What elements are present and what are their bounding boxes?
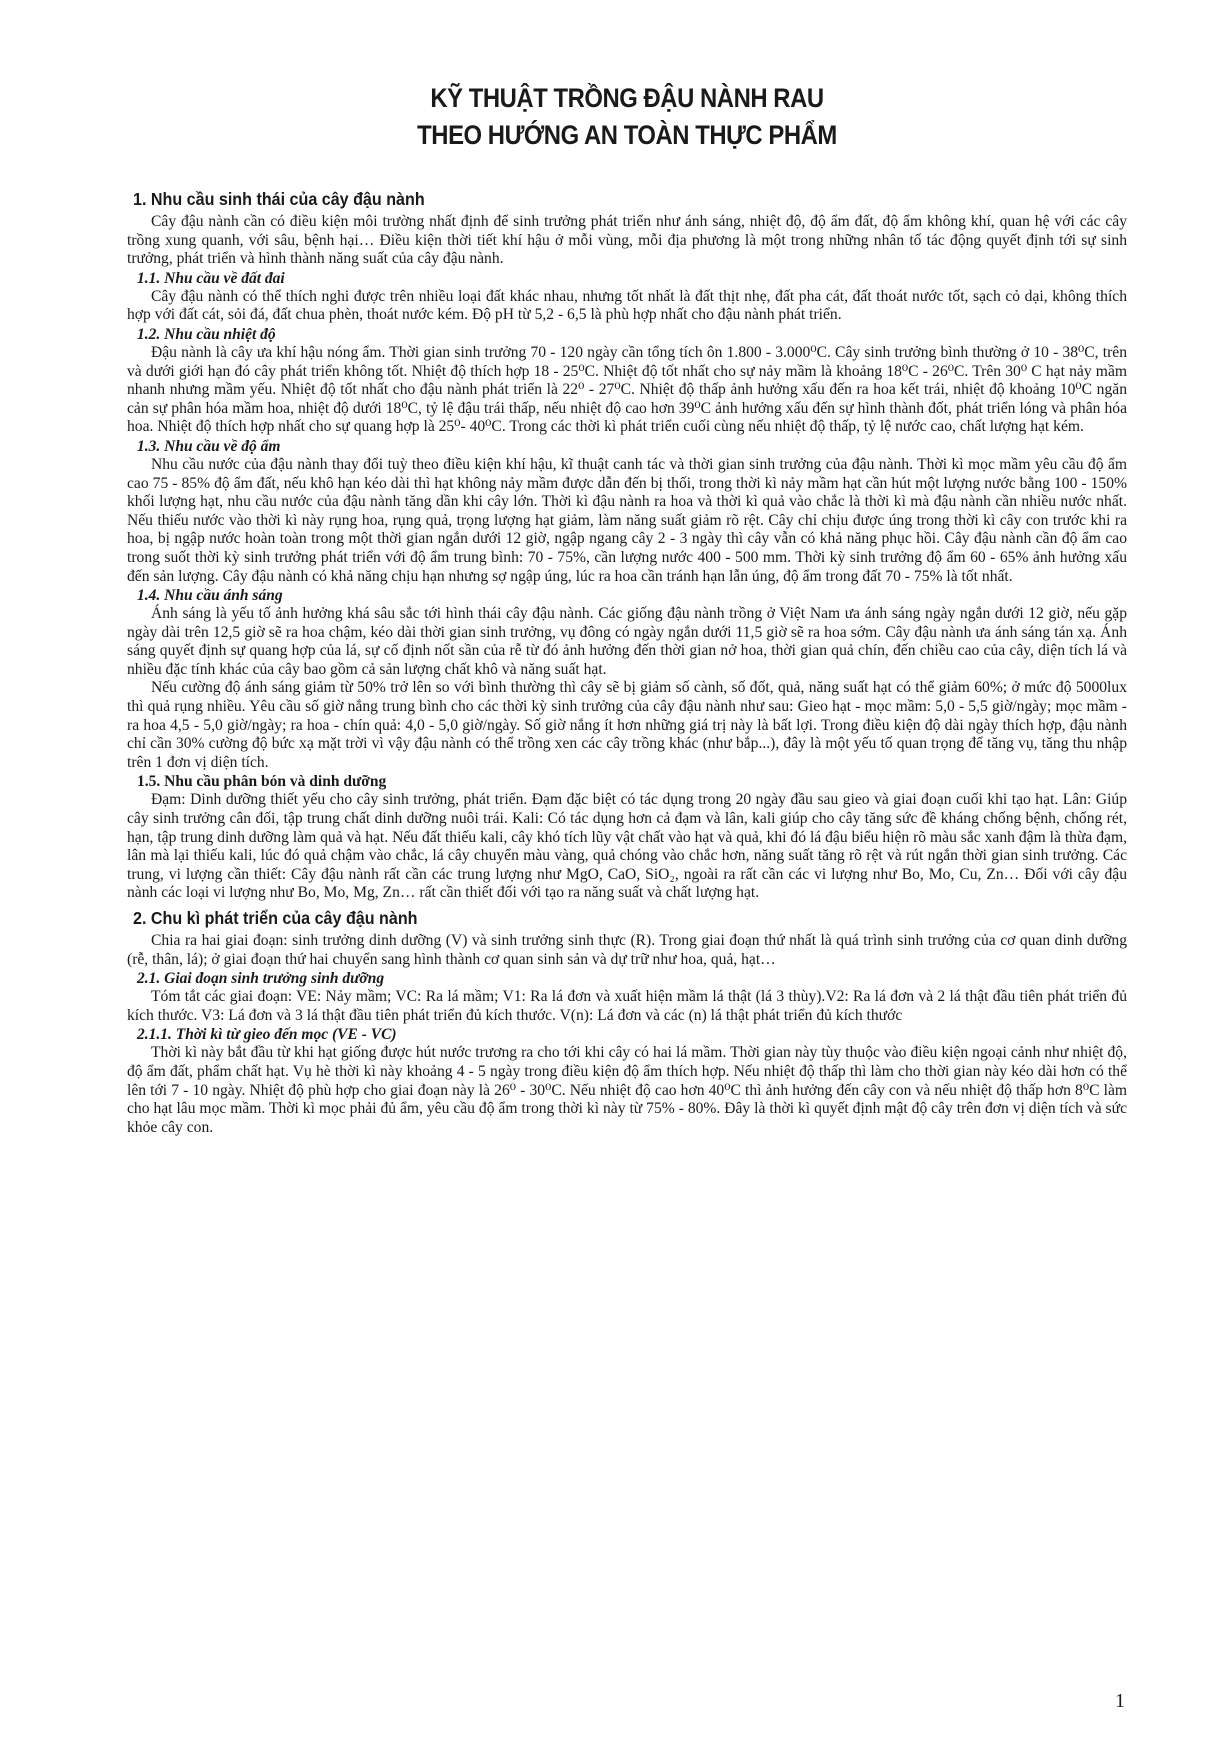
section-2-intro: Chia ra hai giai đoạn: sinh trưởng dinh dưỡng (V) và sinh trưởng sinh thực (R). Trong giai đoạn thứ nhất là quá trình sinh trưởng của cơ quan dinh dưỡng (rễ, thân, lá); ở giai đoạn thứ hai chuyển sang hình thành cơ quan sinh sản và dự trữ như hoa, quả, hạt… — [127, 932, 1127, 968]
subsection-1-2-text: Đậu nành là cây ưa khí hậu nóng ẩm. Thời gian sinh trưởng 70 - 120 ngày cần tổng tích ôn 1.800 - 3.000⁰C. Cây sinh trưởng bình thường ở 10 - 38⁰C, trên và dưới giới hạn đó cây phát triển không tốt. Nhiệt độ thích hợp 18 - 25⁰C. Nhiệt độ tốt nhất cho sự nảy mầm là khoảng 18⁰C - 26⁰C. Trên 30⁰ C hạt nảy mầm nhanh nhưng mầm yếu. Nhiệt độ tốt nhất cho đậu nành phát triển là 22⁰ - 27⁰C. Nhiệt độ thấp ảnh hưởng xấu đến ra hoa kết trái, nhiệt độ khoảng 10⁰C ngăn cản sự phân hóa mầm hoa, nhiệt độ dưới 18⁰C, tỷ lệ đậu trái thấp, nếu nhiệt độ cao hơn 39⁰C ảnh hưởng xấu đến sự hình thành đốt, phát triển lóng và phân hóa hoa. Nhiệt độ thích hợp nhất cho sự quang hợp là 25⁰- 40⁰C. Trong các thời kì phát triển cuối cùng nếu nhiệt độ thấp, tỷ lệ nước cao, chất lượng hạt kém. — [127, 343, 1127, 436]
subsection-2-1-1-text: Thời kì này bắt đầu từ khi hạt giống được hút nước trương ra cho tới khi cây có hai lá mầm. Thời gian này tùy thuộc vào điều kiện ngoại cảnh như nhiệt độ, độ ẩm đất, phẩm chất hạt. Vụ hè thời kì này khoảng 4 - 5 ngày trong điều kiện độ ẩm thích hợp. Nếu nhiệt độ thấp thì làm cho thời gian này kéo dài hơn có thể lên tới 7 - 10 ngày. Nhiệt độ phù hợp cho giai đoạn này là 26⁰ - 30⁰C. Nếu nhiệt độ cao hơn 40⁰C thì ảnh hưởng đến cây con và nếu nhiệt độ thấp hơn 8⁰C làm cho hạt lâu mọc mầm. Thời kì mọc phải đủ ẩm, yêu cầu độ ẩm trong thời kì này từ 75% - 80%. Đây là thời kì quyết định mật độ cây trên đơn vị diện tích và sức khỏe cây con. — [127, 1044, 1127, 1136]
subsection-1-1-heading: 1.1. Nhu cầu về đất đai — [137, 269, 285, 287]
title-line-1: KỸ THUẬT TRỒNG ĐẬU NÀNH RAU — [430, 83, 824, 113]
subsection-1-5-text: Đạm: Dinh dưỡng thiết yếu cho cây sinh trưởng, phát triển. Đạm đặc biệt có tác dụng trong 20 ngày đầu sau gieo và giai đoạn cuối khi tạo hạt. Lân: Giúp cây sinh trưởng cân đối, tập trung chất dinh dưỡng nuôi trái. Kali: Có tác dụng hơn cả đạm và lân, kali giúp cho cây tăng sức đề kháng chống bệnh, chống rét, hạn, tập trung dinh dưỡng làm quả và hạt. Nếu đất thiếu kali, cây khó tích lũy vật chất vào hạt và quả, khi đó lá đậu biểu hiện rõ màu sắc xanh đậm là thừa đạm, lân mà lại thiếu kali, lúc đó quả chậm vào chắc, lá cây chuyển màu vàng, quả chóng vào chắc hơn, năng suất tăng rõ rệt và rút ngắn thời gian sinh trưởng. Các trung, vi lượng cần thiết: Cây đậu nành rất cần các trung lượng như MgO, CaO, SiO₂, ngoài ra rất cần các vi lượng như Bo, Mo, Cu, Zn… Đối với cây đậu nành các loại vi lượng như Bo, Mo, Mg, Zn… rất cần thiết đối với tạo ra năng suất và chất lượng hạt. — [127, 791, 1127, 902]
subsection-1-3-heading: 1.3. Nhu cầu về độ ẩm — [137, 437, 281, 455]
subsection-2-1-1-heading: 2.1.1. Thời kì từ gieo đến mọc (VE - VC) — [137, 1026, 397, 1044]
subsection-1-5-heading: 1.5. Nhu cầu phân bón và dinh dưỡng — [137, 773, 387, 791]
subsection-1-2-heading: 1.2. Nhu cầu nhiệt độ — [137, 325, 276, 343]
subsection-1-4-text-1: Ánh sáng là yếu tố ảnh hưởng khá sâu sắc tới hình thái cây đậu nành. Các giống đậu nành trồng ở Việt Nam ưa ánh sáng ngày ngắn dưới 12 giờ, nếu gặp ngày dài trên 12,5 giờ sẽ ra hoa chậm, kéo dài thời gian sinh trưởng, vụ đông có ngày ngắn dưới 11,5 giờ sẽ ra hoa sớm. Cây đậu nành ưa ánh sáng tán xạ. Ánh sáng quyết định sự quang hợp của lá, sự cố định nốt sần của rễ từ đó ảnh hưởng đến thời gian nở hoa, thời gian quả chín, đến chiều cao của cây, diện tích lá và nhiều đặc tính khác của cây bao gồm cả sản lượng chất khô và năng suất hạt. — [127, 605, 1127, 678]
page-content — [127, 80, 1127, 1137]
subsection-2-1-heading: 2.1. Giai đoạn sinh trưởng sinh dưỡng — [137, 970, 385, 988]
subsection-1-1-text: Cây đậu nành có thể thích nghi được trên nhiều loại đất khác nhau, nhưng tốt nhất là đất thịt nhẹ, đất pha cát, đất thoát nước tốt, sạch cỏ dại, không thích hợp với đất cát, sỏi đá, đất chua phèn, thoát nước kém. Độ pH từ 5,2 - 6,5 là phù hợp nhất cho đậu nành phát triển. — [127, 287, 1127, 324]
subsection-1-3-text: Nhu cầu nước của đậu nành thay đổi tuỳ theo điều kiện khí hậu, kĩ thuật canh tác và thời gian sinh trưởng của đậu nành. Thời kì mọc mầm yêu cầu độ ẩm cao 75 - 85% độ ẩm đất, nếu khô hạn kéo dài thì hạt không nảy mầm được dẫn đến bị thối, trong thời kì nảy mầm hạt cần hút một lượng nước bằng 100 - 150% khối lượng hạt, nhu cầu nước của đậu nành tăng dần khi cây lớn. Thời kì đậu nành ra hoa và thời kì quả vào chắc là thời kì mà đậu nành cần nhiều nước nhất. Nếu thiếu nước vào thời kì này rụng hoa, rụng quả, trọng lượng hạt giảm, làm năng suất giảm rõ rệt. Cây chỉ chịu được úng trong thời kì cây con trước khi ra hoa, bị ngập nước hoàn toàn trong một thời gian ngắn dưới 12 giờ, ngập ngang cây 2 - 3 ngày thì cây vẫn có khả năng phục hồi. Cây đậu nành cần độ ẩm cao trong suốt thời kỳ sinh trưởng phát triển với độ ẩm trung bình: 70 - 75%, cần lượng nước 400 - 500 mm. Thời kỳ sinh trưởng độ ẩm 60 - 65% ảnh hưởng xấu đến sản lượng. Cây đậu nành có khả năng chịu hạn nhưng sợ ngập úng, lúc ra hoa cần tránh hạn lẫn úng, độ ẩm trong đất 70 - 75% là tốt nhất. — [127, 455, 1127, 585]
section-1-intro: Cây đậu nành cần có điều kiện môi trường nhất định để sinh trưởng phát triển như ánh sáng, nhiệt độ, độ ẩm đất, độ ẩm không khí, quan hệ với các cây trồng xung quanh, với sâu, bệnh hại… Điều kiện thời tiết khí hậu ở mỗi vùng, mỗi địa phương là một trong những nhân tố tác động quyết định tới sự sinh trưởng, phát triển và hình thành năng suất của cây đậu nành. — [127, 213, 1127, 268]
document-title — [177, 80, 1077, 154]
section-1-heading: 1. Nhu cầu sinh thái của cây đậu nành — [133, 189, 425, 209]
subsection-1-4-heading: 1.4. Nhu cầu ánh sáng — [137, 587, 283, 605]
subsection-1-4-text-2: Nếu cường độ ánh sáng giảm từ 50% trở lên so với bình thường thì cây sẽ bị giảm số cành, số đốt, quả, năng suất hạt có thể giảm 60%; ở mức độ 5000lux thì quả rụng nhiều. Yêu cầu số giờ nắng trung bình cho các thời kỳ sinh trưởng của cây đậu nành như sau: Gieo hạt - mọc mầm: 5,0 - 5,5 giờ/ngày; mọc mầm - ra hoa 4,5 - 5,0 giờ/ngày; ra hoa - chín quả: 4,0 - 5,0 giờ/ngày. Số giờ nắng ít hơn những giá trị này là bất lợi. Trong điều kiện độ dài ngày thích hợp, đậu nành chỉ cần 30% cường độ bức xạ mặt trời vì vậy đậu nành có thể trồng xen các cây trồng khác (như bắp...), đây là một yếu tố quan trọng để tăng vụ, tăng thu nhập trên 1 đơn vị diện tích. — [127, 679, 1127, 771]
subsection-2-1-text: Tóm tắt các giai đoạn: VE: Nảy mầm; VC: Ra lá mầm; V1: Ra lá đơn và xuất hiện mầm lá thật (lá 3 thùy).V2: Ra lá đơn và 2 lá thật đầu tiên phát triển đủ kích thước. V3: Lá đơn và 3 lá thật đầu tiên phát triển đủ kích thước. V(n): Lá đơn và các (n) lá thật phát triển đủ kích thước — [127, 988, 1127, 1024]
page-number: 1 — [1115, 1690, 1125, 1712]
section-2-heading: 2. Chu kì phát triển của cây đậu nành — [133, 908, 418, 928]
title-line-2: THEO HƯỚNG AN TOÀN THỰC PHẨM — [417, 120, 837, 150]
